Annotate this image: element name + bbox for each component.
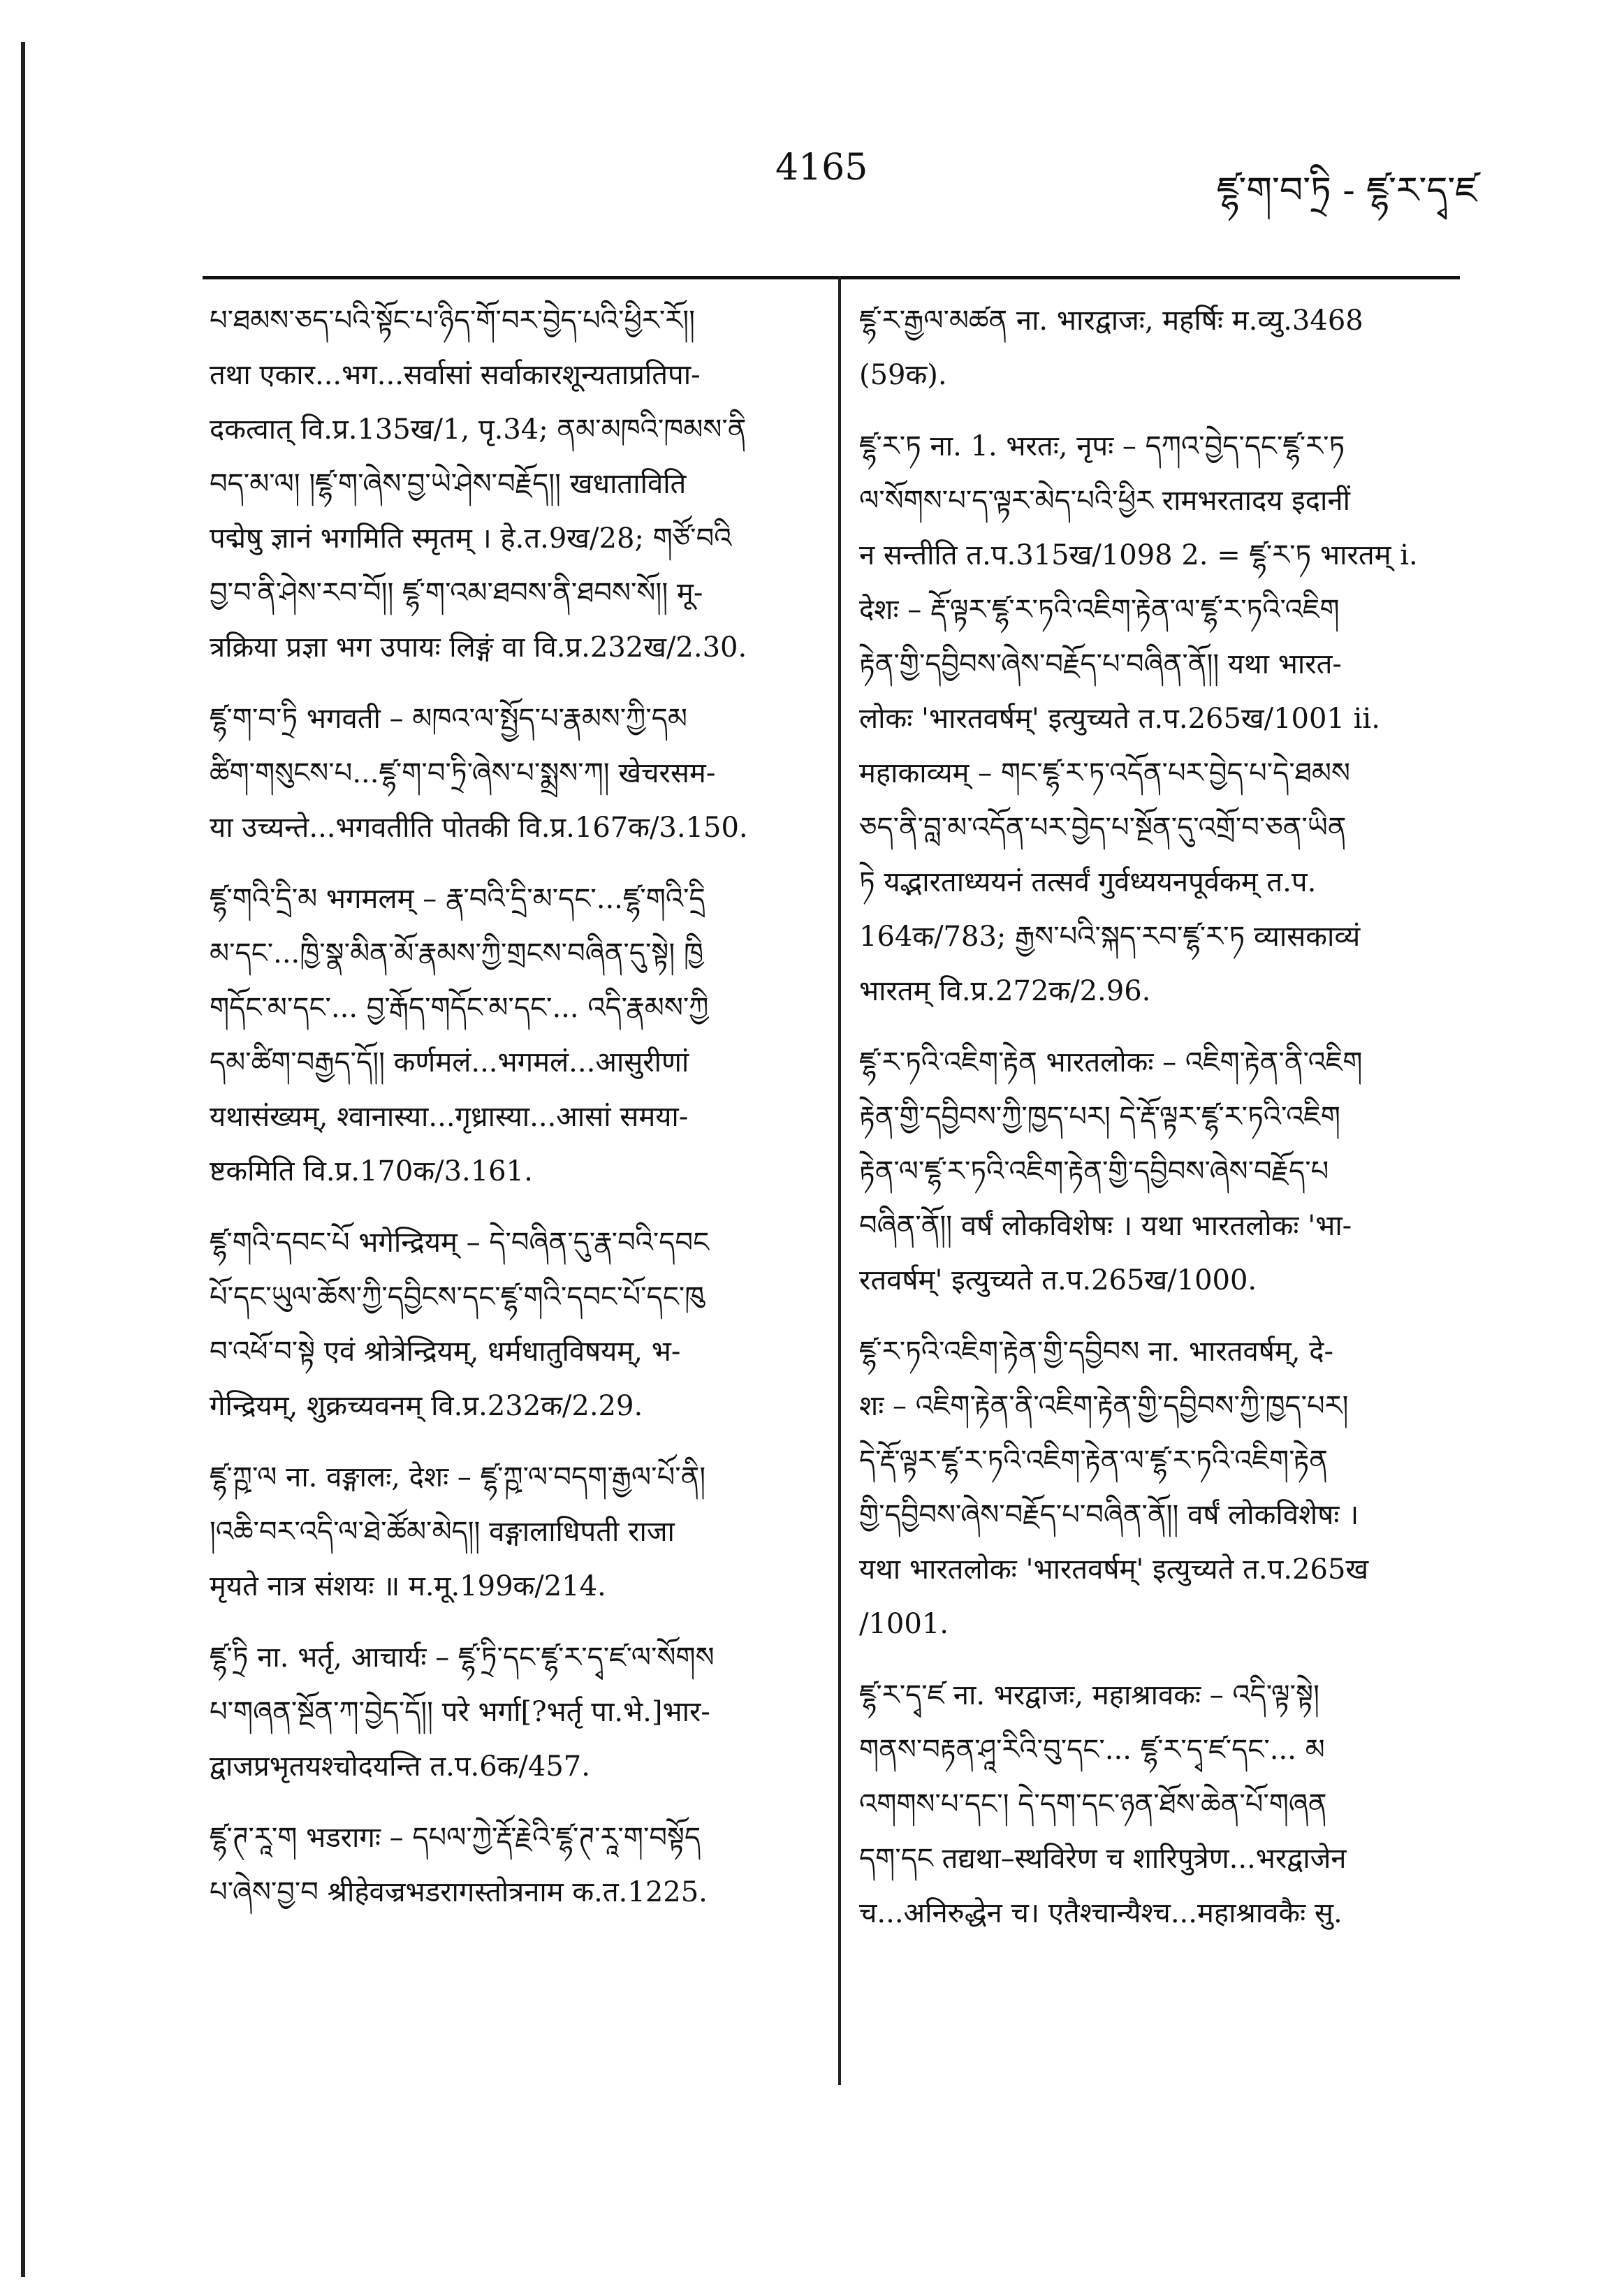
right-column (859, 293, 1460, 1957)
entry-first-line: ཛྷ་ཏྲི ना. भर्तृ, आचार्यः – ཛྷ་ཏྲི་དང་ཛྷ་ར་དྭ་ཛ་ལ་སོགས (210, 1641, 715, 1674)
entry-line: གྱི་དབྱིབས་ཞེས་བརྗོད་པ་བཞིན་ནོ།། वर्षं लोकविशेषः । (859, 1499, 1359, 1531)
dictionary-entry (859, 419, 1460, 1018)
entry-first-line: ཛྷ་ག་བ་ཏྲི भगवती – མཁའ་ལ་སྤྱོད་པ་རྣམས་ཀྱི་དམ (210, 703, 687, 735)
header-rule (203, 276, 1460, 279)
entry-line: गेन्द्रियम्, शुक्रच्यवनम् वि.प्र.232क/2.29. (210, 1390, 643, 1422)
entry-line: རྟེན་གྱི་དབྱིབས་ཞེས་བརྗོད་པ་བཞིན་ནོ།། यथा भारत- (859, 648, 1342, 680)
entry-first-line: ཛྷ་གའི་དྲི་མ भगमलम् – རྣ་བའི་དྲི་མ་དང་...ཛྷ་གའི་དྲི (210, 883, 705, 915)
entry-line: དེ་རྡོ་ལྟར་ཛྷ་ར་ཏའི་འཇིག་རྟེན་ལ་ཛྷ་ར་ཏའི་འཇིག་རྟེན (859, 1445, 1328, 1477)
entry-line: ལ་སོགས་པ་ད་ལྟར་མེད་པའི་ཕྱིར रामभरतादय इदानीं (859, 485, 1350, 517)
page-number: 4165 (775, 147, 868, 189)
entry-line: མ་དང་...ཁྱི་སྣ་མིན་མོ་རྣམས་ཀྱི་གྲངས་བཞིན་དུ་སྟེ། ཁྱི (210, 937, 703, 970)
entry-line: །འཆི་བར་འདི་ལ་ཐེ་ཚོམ་མེད།། वङ्गालाधिपती राजा (210, 1516, 675, 1548)
dictionary-entry (859, 1035, 1460, 1308)
entry-line: न सन्तीति त.प.315ख/1098 2. = ཛྷ་ར་ཏ भारतम् i. (859, 539, 1418, 571)
column-divider (838, 276, 841, 2085)
entry-line: त्रक्रिया प्रज्ञा भग उपायः लिङ्गं वा वि.प्र.232ख/2.30. (210, 631, 747, 664)
entry-line: च...अनिरुद्धेन च। एतैश्चान्यैश्च...महाश्रावकैः सु. (859, 1897, 1343, 1929)
entry-line: པ་གཞན་སྔོན་ཀ་བྱེད་དོ།། परे भर्गा[?भर्तृ पा.भे.]भार- (210, 1696, 710, 1728)
running-head: ཛྷ་ག་བ་ཏྲི - ཛྷ་ར་དྭ་ཛ (1216, 170, 1477, 212)
entry-line: བཞིན་ནོ།། वर्षं लोकविशेषः । यथा भारतलोकः 'भा- (859, 1210, 1352, 1242)
entry-line: भारतम् वि.प्र.272क/2.96. (859, 975, 1151, 1007)
entry-line: དམ་ཚིག་བརྒྱད་དོ།། कर्णमलं...भगमलं...आसुरीणां (210, 1046, 689, 1078)
dictionary-entry (859, 293, 1460, 402)
entry-line: བད་མ་ལ། །ཛྷ་ག་ཞེས་བྱ་ཡེ་ཤེས་བརྗོད།། खधाताविति (210, 468, 687, 500)
entry-line: दकत्वात् वि.प्र.135ख/1, पृ.34; ནམ་མཁའི་ཁམས་ནི (210, 414, 747, 446)
entry-line: तथा एकार...भग...सर्वासां सर्वाकारशून्यताप्रतिपा- (210, 359, 701, 391)
dictionary-entry (210, 872, 810, 1199)
entry-line: महाकाव्यम् – གང་ཛྷ་ར་ཏ་འདོན་པར་བྱེད་པ་དེ་ཐམས (859, 757, 1350, 789)
dictionary-entry (859, 1324, 1460, 1651)
entry-line: བྱ་བ་ནི་ཤེས་རབ་བོ།། ཛྷ་ག་འམ་ཐབས་ནི་ཐབས་སོ།། मू- (210, 577, 703, 609)
entry-first-line: ཛྷ་གའི་དབང་པོ भगेन्द्रियम् – དེ་བཞིན་དུ་རྣ་བའི་དབང (210, 1227, 710, 1259)
dictionary-entry (210, 1630, 810, 1794)
entry-first-line: ཛྷ་ར་རྒྱལ་མཚན ना. भारद्वाजः, महर्षिः म.व्यु.3468 (859, 305, 1363, 337)
entry-line: द्वाजप्रभृतयश्चोदयन्ति त.प.6क/457. (210, 1750, 590, 1783)
entry-line: འགགས་པ་དང་། དེ་དག་དང་ཉན་ཐོས་ཆེན་པོ་གཞན (859, 1788, 1327, 1820)
dictionary-entry (210, 1450, 810, 1614)
entry-line: རྟེན་གྱི་དབྱིབས་ཀྱི་ཁྱད་པར། དེ་རྡོ་ལྟར་ཛྷ་ར་ཏའི་འཇིག (859, 1101, 1340, 1133)
entry-first-line: ཛྷ་ར་ཏའི་འཇིག་རྟེན་གྱི་དབྱིབས ना. भारतवर्षम्, दे- (859, 1336, 1334, 1368)
entry-line: རྟེན་ལ་ཛྷ་ར་ཏའི་འཇིག་རྟེན་གྱི་དབྱིབས་ཞེས་བརྗོད་པ (859, 1155, 1329, 1187)
page-binding-edge (21, 42, 25, 2277)
entry-line: शः – འཇིག་རྟེན་ནི་འཇིག་རྟེན་གྱི་དབྱིབས་ཀྱི་ཁྱད་པར། (859, 1390, 1349, 1422)
entry-line: གནས་བརྟན་ཤཱ་རིའི་བུ་དང་... ཛྷ་ར་དྭ་ཛ་དང་... མ (859, 1734, 1325, 1766)
entry-first-line: ཛྷ་ར་ཏ ना. 1. भरतः, नृपः – དཀའ་བྱེད་དང་ཛྷ་ར་ཏ (859, 430, 1345, 462)
entry-line: रतवर्षम्' इत्युच्यते त.प.265ख/1000. (859, 1264, 1257, 1296)
dictionary-entry (859, 1668, 1460, 1940)
entry-line: लोकः 'भारतवर्षम्' इत्युच्यते त.प.265ख/1001 ii. (859, 703, 1380, 735)
entry-line: (59क). (859, 359, 947, 391)
dictionary-entry (210, 692, 810, 855)
entry-line: देशः – རྡོ་ལྟར་ཛྷ་ར་ཏའི་འཇིག་རྟེན་ལ་ཛྷ་ར་ཏའི་འཇིག (859, 594, 1340, 626)
entry-line: 164क/783; རྒྱས་པའི་སྐད་རབ་ཛྷ་ར་ཏ व्यासकाव्यं (859, 921, 1361, 953)
entry-first-line: པ་ཐམས་ཅད་པའི་སྟོང་པ་ཉིད་གོ་བར་བྱེད་པའི་ཕྱིར་རོ།། (210, 305, 695, 337)
entry-line: मृयते नात्र संशयः ॥ म.मू.199क/214. (210, 1570, 606, 1602)
entry-line: पद्मेषु ज्ञानं भगमिति स्मृतम् । हे.त.9ख/28; གཙོ་བའི (210, 522, 732, 555)
entry-first-line: ཛྷ་ཀྵ་ལ ना. वङ्गालः, देशः – ཛྷ་ཀྵ་ལ་བདག་རྒྱལ་པོ་ནི། (210, 1461, 706, 1493)
entry-line: པ་ཞེས་བྱ་བ श्रीहेवज्रभडरागस्तोत्रनाम क.त.1225. (210, 1876, 708, 1908)
entry-line: ष्टकमिति वि.प्र.170क/3.161. (210, 1155, 533, 1187)
entry-first-line: ཛྷ་ར་དྭ་ཛ ना. भरद्वाजः, महाश्रावकः – འདི་ལྟ་སྟེ། (859, 1679, 1319, 1711)
entry-line: ཅད་ནི་བླ་མ་འདོན་པར་བྱེད་པ་སྔོན་དུ་འགྲོ་བ་ཅན་ཡིན (859, 812, 1347, 844)
dictionary-entry (210, 1215, 810, 1433)
dictionary-entry (210, 1811, 810, 1920)
entry-line: /1001. (859, 1608, 949, 1640)
entry-line: या उच्यन्ते...भगवतीति पोतकी वि.प्र.167क/3.150. (210, 812, 748, 844)
dictionary-entry (210, 293, 810, 675)
left-column (210, 293, 810, 1936)
entry-line: དག་དང तद्यथा–स्थविरेण च शारिपुत्रेण...भरद्वाजेन (859, 1843, 1347, 1875)
entry-line: ཚིག་གསུངས་པ...ཛྷ་ག་བ་ཏྲི་ཞེས་པ་སྨྲས་ཀ། खेचरसम- (210, 757, 716, 789)
entry-line: ཏེ यद्भारताध्ययनं तत्सर्वं गुर्वध्ययनपूर्वकम् त.प. (859, 866, 1317, 898)
entry-line: यथा भारतलोकः 'भारतवर्षम्' इत्युच्यते त.प.265ख (859, 1553, 1369, 1586)
entry-line: པོ་དང་ཡུལ་ཆོས་ཀྱི་དབྱིངས་དང་ཛྷ་གའི་དབང་པོ་དང་ཁུ (210, 1281, 705, 1313)
entry-line: བ་འཕོ་བ་སྟེ एवं श्रोत्रेन्द्रियम्, धर्मधातुविषयम्, भ- (210, 1336, 681, 1368)
entry-line: གདོང་མ་དང་... བྱ་རྒོད་གདོང་མ་དང་... འདི་རྣམས་ཀྱི (210, 992, 709, 1024)
entry-first-line: ཛྷ་ཊ་རཱ་ག भडरागः – དཔལ་ཀྱེ་རྡོ་རྗེའི་ཛྷ་ཊ་རཱ་ག་བསྟོད (210, 1822, 701, 1854)
entry-line: यथासंख्यम्, श्वानास्या...गृध्रास्या...आसां समया- (210, 1101, 689, 1133)
entry-first-line: ཛྷ་ར་ཏའི་འཇིག་རྟེན भारतलोकः – འཇིག་རྟེན་ནི་འཇིག (859, 1046, 1363, 1078)
